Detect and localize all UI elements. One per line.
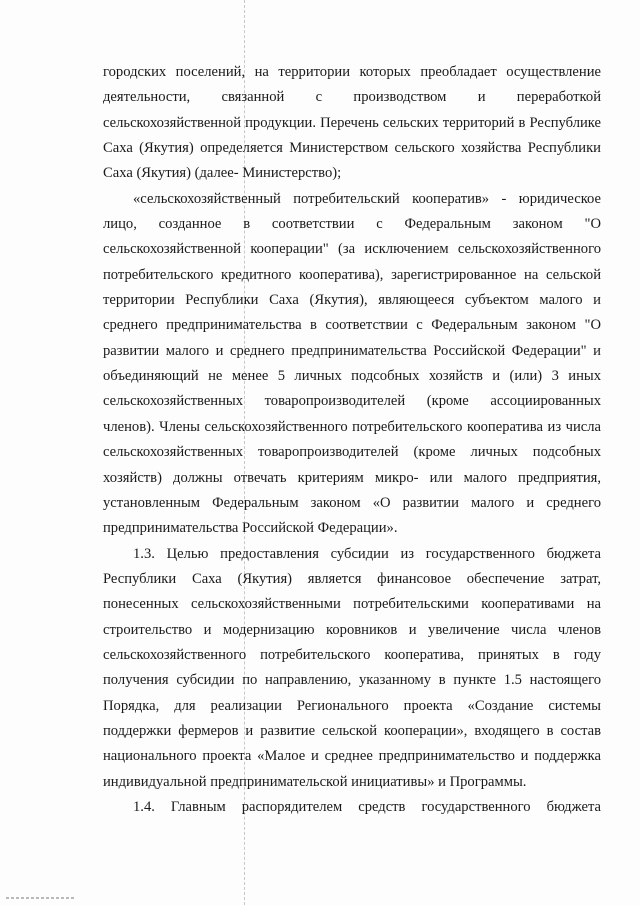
paragraph-cooperative-definition: «сельскохозяйственный потребительский кооператив» - юридическое лицо, созданное в соответствии с Федеральным законом "О сельскохозяйственной кооперации" (за исключением сельскохозяйственного потребительского кредитного кооператива), зарегистрированное на сельской территории Республики Саха (Якутия), являющееся субъектом малого и среднего предпринимательства в соответствии с Федеральным законом "О развитии малого и среднего предпринимательства Российской Федерации" и объединяющий не менее 5 личных подсобных хозяйств и (или) 3 иных сельскохозяйственных товаропроизводителей (кроме ассоциированных членов). Члены сельскохозяйственного потребительского кооператива из числа сельскохозяйственных товаропроизводителей (кроме личных подсобных хозяйств) должны отвечать критериям микро- или малого предприятия, установленным Федеральным законом «О развитии малого и среднего предпринимательства Российской Федерации». xyxy=(103,190,601,537)
scan-footer-mark xyxy=(6,897,76,899)
paragraph-1-4-main-administrator: 1.4. Главным распорядителем средств государственного бюджета xyxy=(133,798,601,815)
paragraph-1-3-subsidy-purpose: 1.3. Целью предоставления субсидии из государственного бюджета Республики Саха (Якутия) является финансовое обеспечение затрат, понесенных сельскохозяйственными потребительскими кооперативами на строительство и модернизацию коровников и увеличение числа членов сельскохозяйственного потребительского кооператива, принятых в году получения субсидии по направлению, указанному в пункте 1.5 настоящего Порядка, для реализации Регионального проекта «Создание системы поддержки фермеров и развитие сельской кооперации», входящего в состав национального проекта «Малое и среднее предпринимательство и поддержка индивидуальной предпринимательской инициативы» и Программы. xyxy=(103,545,601,790)
document-body xyxy=(103,60,601,820)
paragraph-rural-territories: городских поселений, на территории которых преобладает осуществление деятельности, связанной с производством и переработкой сельскохозяйственной продукции. Перечень сельских территорий в Республике Саха (Якутия) определяется Министерством сельского хозяйства Республики Саха (Якутия) (далее- Министерство); xyxy=(103,64,601,182)
